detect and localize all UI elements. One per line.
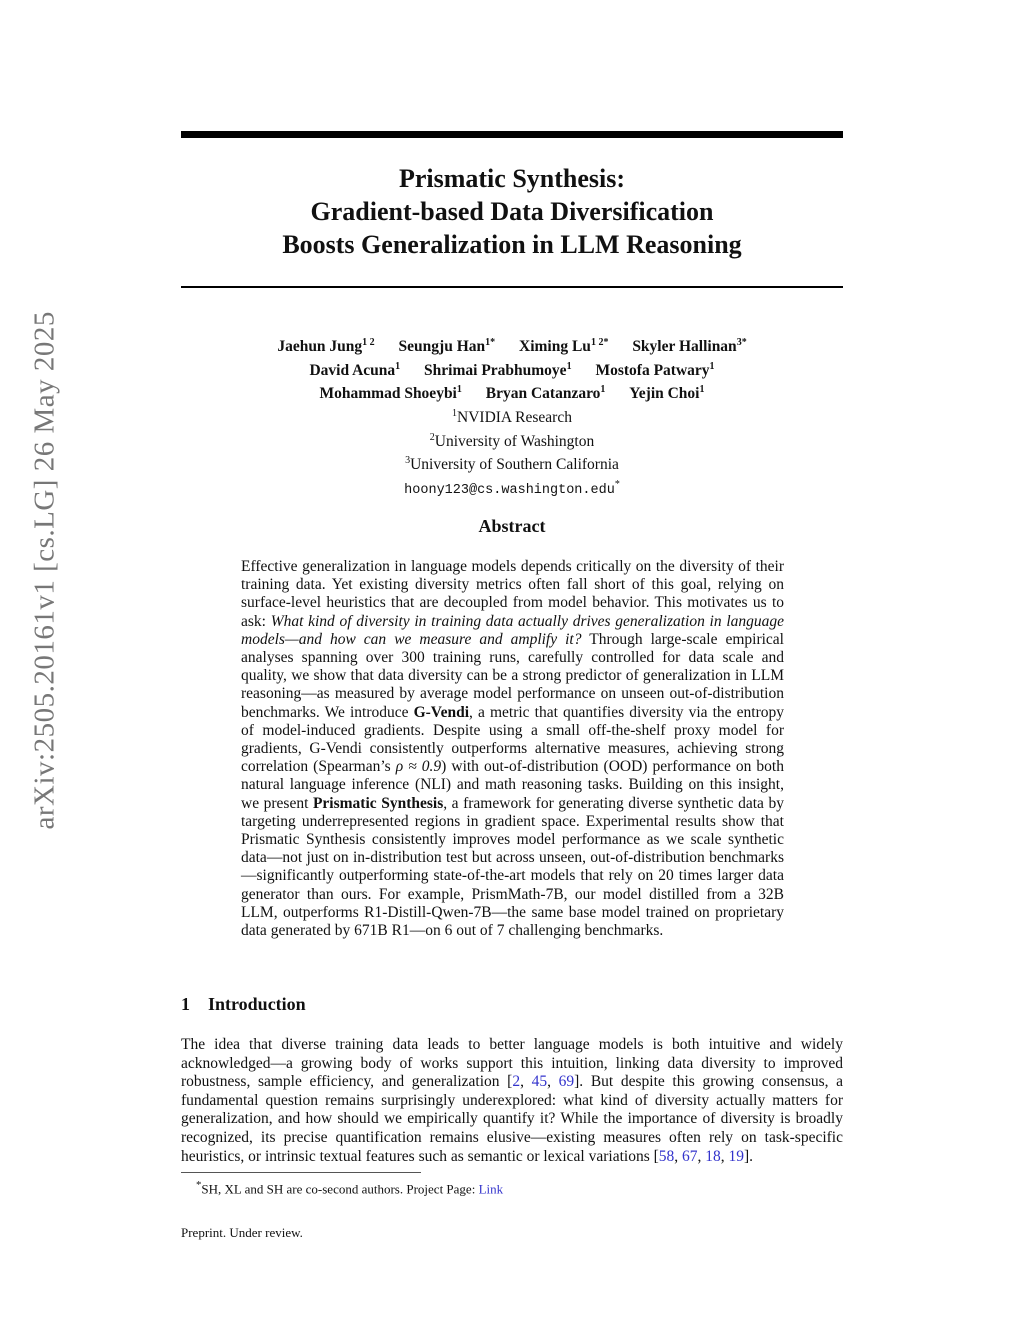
author-block [181,333,843,501]
citation-link[interactable]: 58 [658,1147,675,1165]
title-line-1: Prismatic Synthesis: [398,164,626,193]
footnote: *SH, XL and SH are co-second authors. Project Page: Link [196,1179,504,1197]
spearman-rho: ρ ≈ 0.9 [395,758,442,776]
author: Shrimai Prabhumoye$^1$ [424,360,572,379]
author: Ximing $Lu^{1 2*}$ [519,337,609,356]
citation-link[interactable]: 67 [682,1147,698,1165]
preprint-notice: Preprint. Under review. [181,1225,303,1240]
citation-link[interactable]: 19 [728,1147,745,1165]
author: Yejin Choi$^1$ [629,384,705,403]
section-heading-introduction: 1 Introduction [181,994,306,1014]
title-line-2: Gradient-based Data Diversification [310,197,714,226]
project-page-link[interactable]: Link [478,1181,504,1197]
author: Seungju Han$^{1*}$ [398,337,496,356]
abstract-heading: Abstract [478,516,546,536]
author: Mostofa Patwary$^1$ [595,360,715,379]
prismatic-synthesis-term: Prismatic Synthesis [312,794,444,812]
citation-link[interactable]: 45 [531,1073,548,1091]
affiliation: $^2$University of Washington [429,431,595,450]
title-bottom-rule [181,286,843,288]
abstract-text: Effective generalization in language models depends critically on the diversity of their training data. Yet existing diversity metrics often fall short of this goal, relying on surface-level heuristics that are decoupled from model behavior. This motivates us to ask: What kind of diversity in training data actually drives generalization in language models—and how can we measure and amplify it? Through large-scale empirical analyses spanning over 300 training runs, carefully controlled for data scale and quality, we show that data diversity can be a strong predictor of generalization in LLM reasoning—as measured by average model performance on unseen out-of-distribution benchmarks. We introduce G-Vendi, a metric that quantifies diversity via the entropy of model-induced gradients. Despite using a small off-the-shelf proxy model for gradients, G-Vendi consistently outperforms alternative measures, achieving strong correlation (Spearman’s ρ ≈ 0.9) with out-of-distribution (OOD) performance on both natural language inference (NLI) and math reasoning tasks. Building on this insight, we present Prismatic Synthesis, a framework for generating diverse synthetic data by targeting underrepresented regions in gradient space. Experimental results show that Prismatic Synthesis consistently improves model performance as we scale synthetic data—not just on in-distribution test but across unseen, out-of-distribution benchmarks—significantly outperforming state-of-the-art models that rely on 20 times larger data generator than ours. For example, PrismMath-7B, our model distilled from a 32B LLM, outperforms R1-Distill-Qwen-7B—the same base model trained on proprietary data generated by 671B R1—on 6 out of 7 challenging benchmarks. [241,558,785,940]
citation-link[interactable]: 69 [558,1073,575,1091]
research-question: What kind of diversity in training data actually drives generalization in language models—and how can we measure and amplify it? [241,612,785,648]
footnote-rule [181,1172,421,1173]
introduction-paragraph: The idea that diverse training data leads to better language models is both intuitive and widely acknowledged—a growing body of works support this intuition, linking data diversity to improved robustness, sample efficiency, and generalization [2, 45, 69]. But despite this growing consensus, a fundamental question remains surprisingly underexplored: what kind of diversity actually matters for generalization, and how should we empirically quantify it? While the importance of diversity is broadly recognized, its precise quantification remains elusive—existing measures often rely on task-specific heuristics, or intrinsic textual features such as semantic or lexical variations [58, 67, 18, 19]. [181,1036,844,1165]
title-line-3: Boosts Generalization in LLM Reasoning [282,230,742,259]
author: Jaehun Jung$^{1 2}$ [277,337,375,356]
author: Skyler Hallinan$^{3*}$ [632,337,747,356]
author-row [181,357,843,381]
author: Bryan Catanzaro$^1$ [485,384,606,403]
author-row [181,380,843,404]
arxiv-identifier: arXiv:2505.20161v1 [cs.LG] 26 May 2025 [28,311,61,830]
author: David Acuna$^1$ [309,360,401,379]
author-row [181,333,843,357]
paper-title [181,162,843,261]
affiliation: $^1$NVIDIA Research [452,407,572,427]
title-top-rule [181,131,843,138]
citation-link[interactable]: 2 [512,1073,521,1091]
affiliation: $^3$University of Southern California [405,455,619,474]
citation-link[interactable]: 18 [705,1147,721,1165]
contact-email[interactable]: hoony123@cs.washington.edu* [404,478,620,499]
gvendi-term: G-Vendi [413,703,470,721]
author: Mohammad Shoeybi$^1$ [319,384,462,403]
